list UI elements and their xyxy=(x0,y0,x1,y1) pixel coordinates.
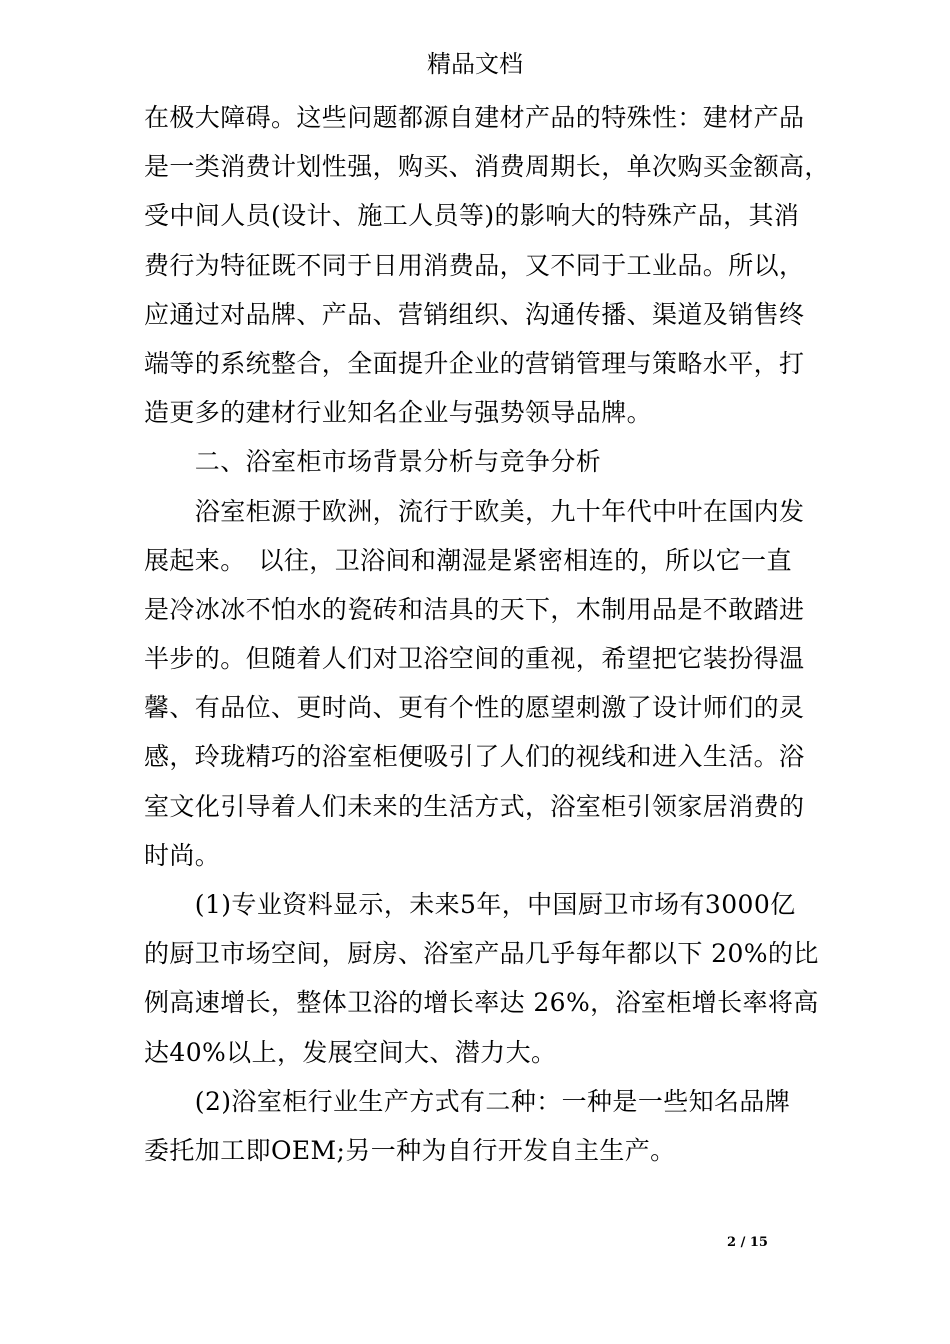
text-line: 浴室柜源于欧洲，流行于欧美，九十年代中叶在国内发 xyxy=(144,496,805,526)
text-line: 展起来。 以往，卫浴间和潮湿是紧密相连的，所以它一直 xyxy=(144,545,792,575)
text-line: 费行为特征既不同于日用消费品，又不同于工业品。所以， xyxy=(144,250,805,280)
text-line: 应通过对品牌、产品、营销组织、沟通传播、渠道及销售终 xyxy=(144,299,805,329)
text-line: 时尚。 xyxy=(144,840,221,870)
text-line: (2)浴室柜行业生产方式有二种：一种是一些知名品牌 xyxy=(144,1086,791,1116)
text-line: 端等的系统整合，全面提升企业的营销管理与策略水平，打 xyxy=(144,348,805,378)
text-line: 感，玲珑精巧的浴室柜便吸引了人们的视线和进入生活。浴 xyxy=(144,742,805,772)
text-line: 在极大障碍。这些问题都源自建材产品的特殊性：建材产品 xyxy=(144,103,805,132)
document-body xyxy=(144,98,830,1180)
text-line: 达40%以上，发展空间大、潜力大。 xyxy=(144,1037,557,1067)
section-heading: 二、浴室柜市场背景分析与竞争分析 xyxy=(144,447,602,477)
text-line: 的厨卫市场空间，厨房、浴室产品几乎每年都以下 20%的比 xyxy=(144,939,819,969)
text-line: (1)专业资料显示，未来5年，中国厨卫市场有3000亿 xyxy=(144,890,796,919)
text-line: 造更多的建材行业知名企业与强势领导品牌。 xyxy=(144,398,653,428)
text-line: 馨、有品位、更时尚、更有个性的愿望刺激了设计师们的灵 xyxy=(144,693,805,723)
text-line: 例高速增长，整体卫浴的增长率达 26%，浴室柜增长率将高 xyxy=(144,988,819,1018)
page-header: 精品文档 xyxy=(427,50,523,78)
text-line: 是冷冰冰不怕水的瓷砖和洁具的天下，木制用品是不敢踏进 xyxy=(144,594,805,624)
page-number: 2 / 15 xyxy=(727,1235,768,1250)
text-line: 委托加工即OEM;另一种为自行开发自主生产。 xyxy=(144,1135,676,1165)
text-line: 室文化引导着人们未来的生活方式，浴室柜引领家居消费的 xyxy=(144,791,805,821)
text-line: 受中间人员(设计、施工人员等)的影响大的特殊产品，其消 xyxy=(144,201,800,231)
text-line: 是一类消费计划性强，购买、消费周期长，单次购买金额高， xyxy=(144,152,830,182)
text-line: 半步的。但随着人们对卫浴空间的重视，希望把它装扮得温 xyxy=(144,644,805,674)
